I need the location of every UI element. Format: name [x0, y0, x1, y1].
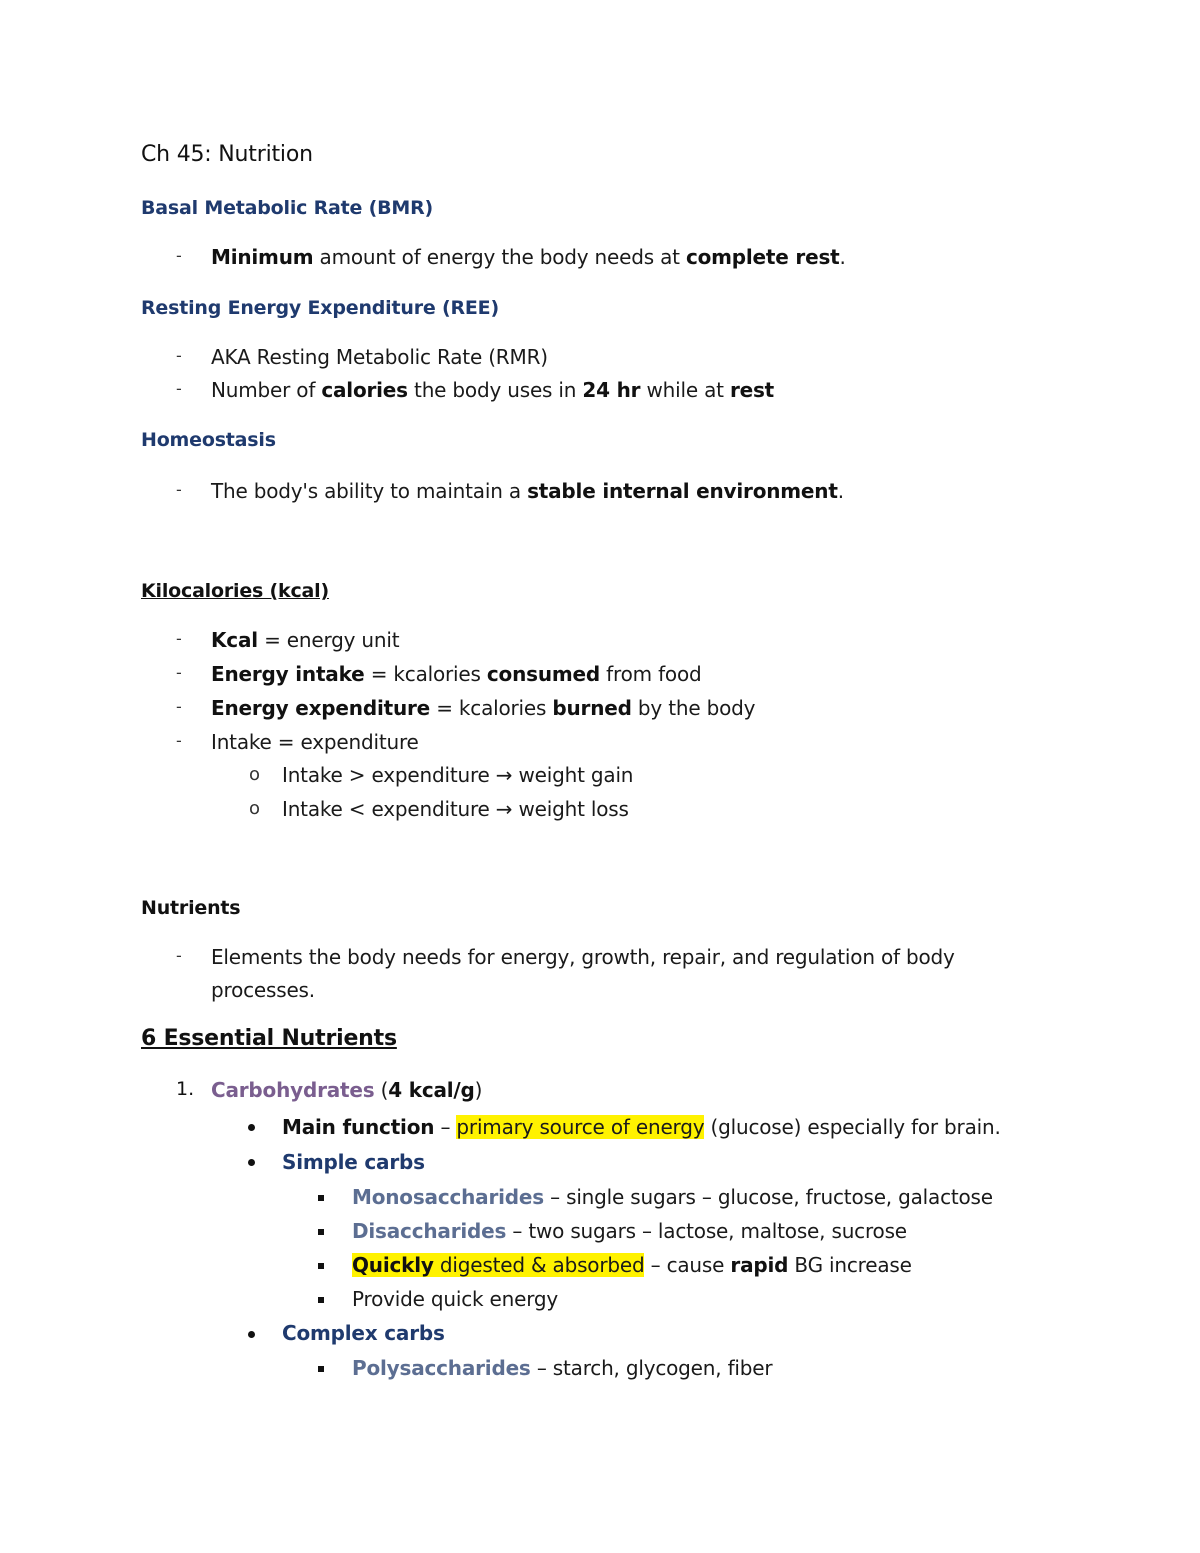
- kcal-heading: Kilocalories (kcal): [141, 580, 329, 602]
- disaccharides-bullet: Disaccharides – two sugars – lactose, maltose, sucrose: [352, 1219, 907, 1243]
- square-bullet: [318, 1195, 324, 1201]
- square-bullet: [318, 1297, 324, 1303]
- dash-bullet: -: [176, 246, 182, 265]
- disc-bullet: [248, 1124, 255, 1131]
- page-title: Ch 45: Nutrition: [141, 142, 313, 167]
- square-bullet: [318, 1229, 324, 1235]
- dash-bullet: -: [176, 663, 182, 682]
- circle-bullet: o: [249, 764, 261, 785]
- dash-bullet: -: [176, 629, 182, 648]
- ree-heading: Resting Energy Expenditure (REE): [141, 297, 499, 319]
- quickly-digested-bullet: Quickly digested & absorbed – cause rapid BG increase: [352, 1253, 912, 1277]
- homeostasis-bullet-1: The body's ability to maintain a stable internal environment.: [211, 479, 844, 503]
- dash-bullet: -: [176, 346, 182, 365]
- ree-bullet-2: Number of calories the body uses in 24 hr while at rest: [211, 378, 775, 402]
- dash-bullet: -: [176, 946, 182, 965]
- monosaccharides-bullet: Monosaccharides – single sugars – glucose, fructose, galactose: [352, 1185, 993, 1209]
- disc-bullet: [248, 1331, 255, 1338]
- circle-bullet: o: [249, 798, 261, 819]
- kcal-sub-bullet-2: Intake < expenditure → weight loss: [282, 797, 629, 821]
- nutrients-bullet-1-line-1: Elements the body needs for energy, growth, repair, and regulation of body: [211, 945, 955, 969]
- bmr-heading: Basal Metabolic Rate (BMR): [141, 197, 434, 219]
- kcal-bullet-4: Intake = expenditure: [211, 730, 419, 754]
- complex-carbs-bullet: Complex carbs: [282, 1321, 445, 1345]
- nutrients-bullet-1-line-2: processes.: [211, 978, 315, 1002]
- provide-energy-bullet: Provide quick energy: [352, 1287, 559, 1311]
- ree-bullet-1: AKA Resting Metabolic Rate (RMR): [211, 345, 548, 369]
- bmr-bullet-1: Minimum amount of energy the body needs at complete rest.: [211, 245, 846, 269]
- essential-nutrients-heading: 6 Essential Nutrients: [141, 1026, 397, 1051]
- square-bullet: [318, 1263, 324, 1269]
- kcal-bullet-2: Energy intake = kcalories consumed from food: [211, 662, 702, 686]
- homeostasis-heading: Homeostasis: [141, 429, 276, 451]
- kcal-bullet-1: Kcal = energy unit: [211, 628, 400, 652]
- simple-carbs-bullet: Simple carbs: [282, 1150, 425, 1174]
- kcal-sub-bullet-1: Intake > expenditure → weight gain: [282, 763, 634, 787]
- disc-bullet: [248, 1159, 255, 1166]
- dash-bullet: -: [176, 697, 182, 716]
- dash-bullet: -: [176, 731, 182, 750]
- square-bullet: [318, 1366, 324, 1372]
- dash-bullet: -: [176, 480, 182, 499]
- carbohydrates-item: Carbohydrates (4 kcal/g): [211, 1078, 483, 1102]
- dash-bullet: -: [176, 379, 182, 398]
- main-function-bullet: Main function – primary source of energy (glucose) especially for brain.: [282, 1115, 1001, 1139]
- list-number: 1.: [176, 1078, 195, 1100]
- polysaccharides-bullet: Polysaccharides – starch, glycogen, fiber: [352, 1356, 773, 1380]
- nutrients-heading: Nutrients: [141, 897, 241, 919]
- kcal-bullet-3: Energy expenditure = kcalories burned by the body: [211, 696, 756, 720]
